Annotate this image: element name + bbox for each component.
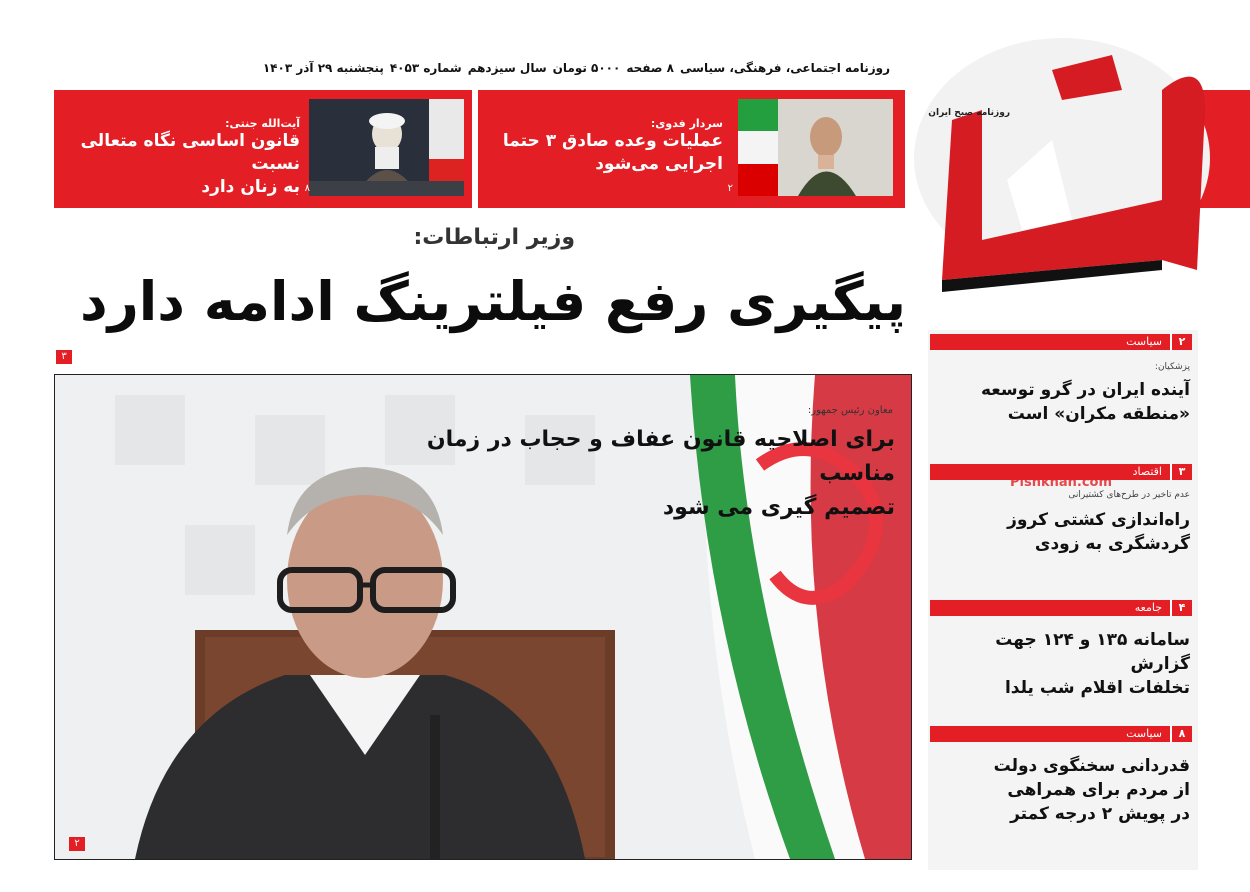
info-issue-number: شماره ۴۰۵۳ <box>389 61 462 75</box>
section-label: سیاست <box>1126 335 1162 348</box>
photo-story-page-number: ۲ <box>69 837 85 851</box>
headline-line: برای اصلاحیه قانون عفاف و حجاب در زمان مناسب <box>426 427 895 486</box>
issue-info-line <box>262 58 890 78</box>
page-number: ۸ <box>304 183 310 194</box>
headline-line: گردشگری به زودی <box>1034 534 1190 554</box>
headline-line: از مردم برای همراهی <box>1007 780 1190 800</box>
headline-line: راه‌اندازی کشتی کروز <box>1007 510 1190 530</box>
info-price: ۵۰۰۰ تومان <box>552 61 621 75</box>
photo-story-headline <box>415 423 895 525</box>
section-page-number: ۳ <box>1170 464 1192 480</box>
masthead-logo[interactable] <box>912 30 1250 330</box>
headline-line: اجرایی می‌شود <box>595 154 723 174</box>
top-story-kicker: آیت‌الله جنتی: <box>225 117 300 130</box>
section-bar-society[interactable] <box>930 600 1192 616</box>
top-story-headline <box>60 130 300 199</box>
headline-line: قانون اساسی نگاه متعالی نسبت <box>80 131 300 174</box>
info-date: پنجشنبه ۲۹ آذر ۱۴۰۳ <box>262 61 384 75</box>
sidebar-headline[interactable] <box>935 378 1190 426</box>
headline-line: به زنان دارد <box>201 177 300 197</box>
page-number: ۲ <box>727 183 733 194</box>
section-page-number: ۴ <box>1170 600 1192 616</box>
main-photo-story[interactable] <box>54 374 912 860</box>
headline-line: عملیات وعده صادق ۳ حتما <box>502 131 723 151</box>
sidebar-kicker: عدم تاخیر در طرح‌های کشتیرانی <box>1068 490 1190 500</box>
headline-line: «منطقه مکران» است <box>1007 404 1190 424</box>
section-label: اقتصاد <box>1132 465 1162 478</box>
jannati-photo <box>309 99 464 196</box>
main-page-number: ۳ <box>56 350 72 364</box>
section-label: جامعه <box>1134 601 1162 614</box>
top-story-headline <box>493 130 723 176</box>
section-label: سیاست <box>1126 727 1162 740</box>
main-kicker: وزیر ارتباطات: <box>413 225 575 250</box>
info-pages: ۸ صفحه <box>626 61 674 75</box>
top-story-kicker: سردار فدوی: <box>650 117 723 130</box>
sidebar-headline[interactable] <box>935 508 1190 556</box>
top-story-jannati[interactable] <box>54 90 472 208</box>
headline-line: سامانه ۱۳۵ و ۱۲۴ جهت گزارش <box>995 630 1190 674</box>
headline-line: تخلفات اقلام شب یلدا <box>1004 678 1190 698</box>
headline-line: تصمیم گیری می شود <box>662 495 895 520</box>
info-year: سال سیزدهم <box>467 61 547 75</box>
sidebar-headline[interactable] <box>935 754 1190 826</box>
photo-story-kicker: معاون رئیس جمهور: <box>807 405 893 416</box>
section-page-number: ۸ <box>1170 726 1192 742</box>
headline-line: آینده ایران در گرو توسعه <box>980 380 1190 400</box>
headline-line: در پویش ۲ درجه کمتر <box>1010 804 1190 824</box>
sidebar-news <box>928 330 1198 870</box>
section-page-number: ۲ <box>1170 334 1192 350</box>
sidebar-headline[interactable] <box>935 628 1190 700</box>
main-headline[interactable]: پیگیری رفع فیلترینگ ادامه دارد <box>79 270 906 333</box>
top-story-fadavi[interactable] <box>478 90 905 208</box>
headline-line: قدردانی سخنگوی دولت <box>993 756 1190 776</box>
sidebar-kicker: پزشکیان: <box>1154 362 1190 372</box>
info-paper-type: روزنامه اجتماعی، فرهنگی، سیاسی <box>680 61 890 75</box>
masthead-tagline: روزنامه صبح ایران <box>928 108 1010 118</box>
section-bar-politics-2[interactable] <box>930 726 1192 742</box>
fadavi-photo <box>738 99 893 196</box>
watermark: Pishkhan.com <box>1010 475 1113 490</box>
logo-graphic <box>912 30 1250 330</box>
section-bar-politics[interactable] <box>930 334 1192 350</box>
